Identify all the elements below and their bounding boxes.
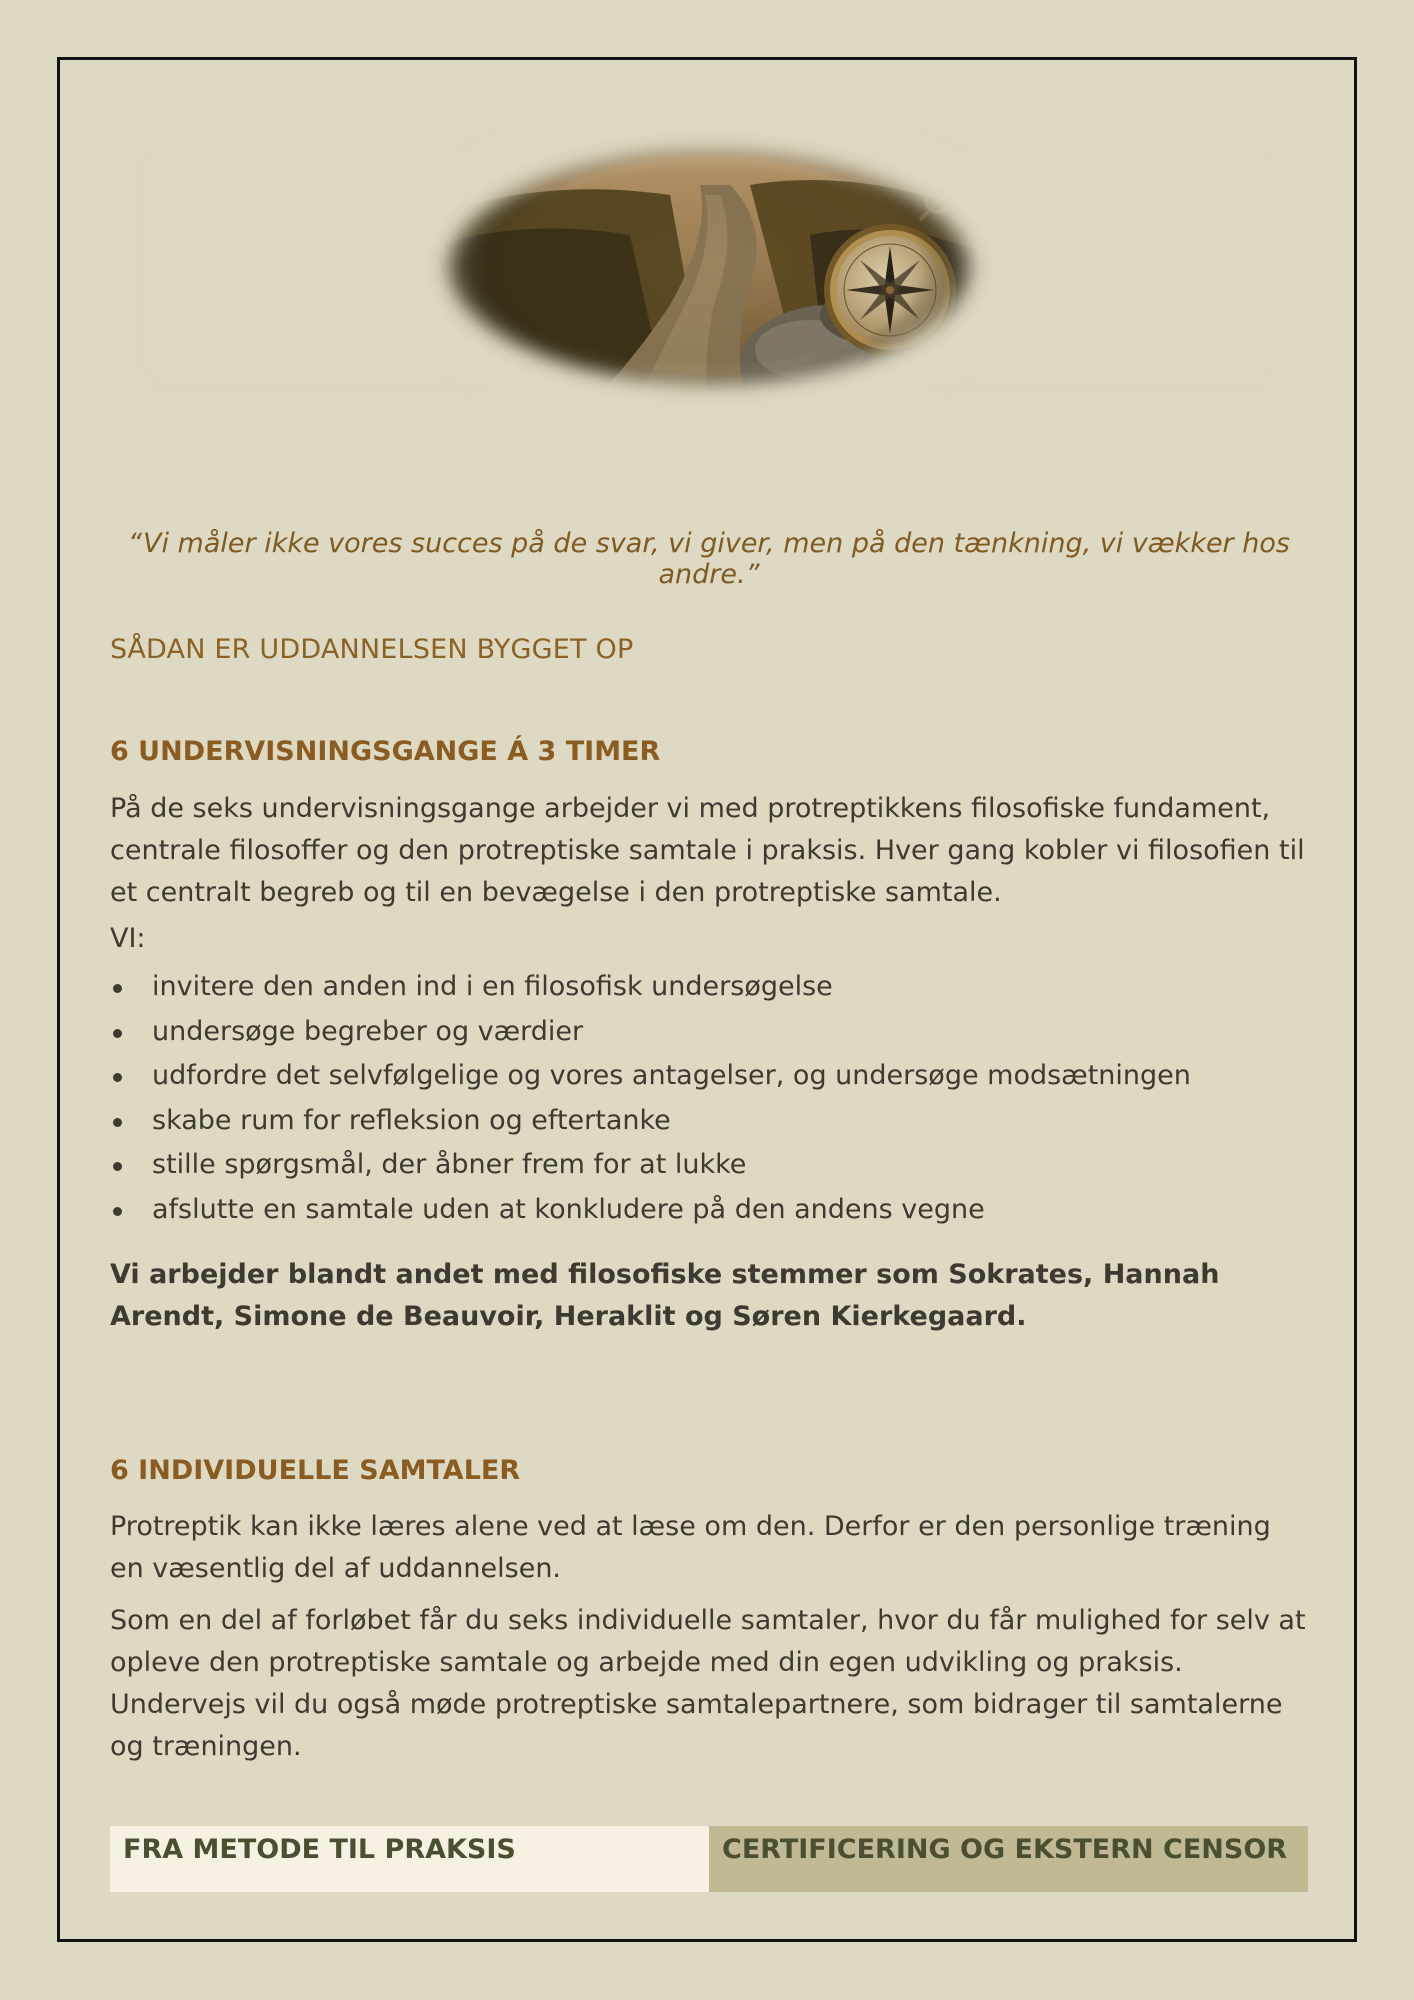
section-overline: SÅDAN ER UDDANNELSEN BYGGET OP bbox=[110, 634, 634, 665]
list-item: udfordre det selvfølgelige og vores antagelser, og undersøge modsætningen bbox=[110, 1054, 1308, 1099]
section-heading-lessons: 6 UNDERVISNINGSGANGE Á 3 TIMER bbox=[110, 736, 661, 767]
hero-image bbox=[110, 115, 1308, 415]
lessons-intro: På de seks undervisningsgange arbejder vi med protreptikkens filosofiske fundament, centrale filosoffer og den protreptiske samtale i praksis. Hver gang kobler vi filosofien til et centralt begreb og til en bevægelse i den protreptiske samtale. bbox=[110, 793, 1305, 908]
list-item: undersøge begreber og værdier bbox=[110, 1010, 1308, 1055]
list-item: invitere den anden ind i en filosofisk undersøgelse bbox=[110, 965, 1308, 1010]
quote: “Vi måler ikke vores succes på de svar, vi giver, men på den tænkning, vi vækker hos andre.” bbox=[128, 528, 1290, 590]
path-with-compass-illustration bbox=[110, 115, 1308, 415]
sessions-para-2: Som en del af forløbet får du seks individuelle samtaler, hvor du får mulighed for selv at opleve den protreptiske samtale og arbejde med din egen udvikling og praksis. Undervejs vil du også møde protreptiske samtalepartnere, som bidrager til samtalerne og træningen. bbox=[110, 1605, 1306, 1762]
philosophers-statement: Vi arbejder blandt andet med filosofiske stemmer som Sokrates, Hannah Arendt, Simone de Beauvoir, Heraklit og Søren Kierkegaard. bbox=[110, 1259, 1220, 1332]
list-item: afslutte en samtale uden at konkludere på den andens vegne bbox=[110, 1188, 1308, 1233]
tab-method-to-practice[interactable]: FRA METODE TIL PRAKSIS bbox=[110, 1826, 709, 1892]
vi-label: VI: bbox=[110, 923, 146, 954]
bottom-tabs bbox=[110, 1826, 1308, 1892]
page-frame bbox=[57, 57, 1357, 1942]
list-item: skabe rum for refleksion og eftertanke bbox=[110, 1099, 1308, 1144]
lessons-bullet-list bbox=[110, 965, 1308, 1232]
list-item: stille spørgsmål, der åbner frem for at lukke bbox=[110, 1143, 1308, 1188]
section-heading-sessions: 6 INDIVIDUELLE SAMTALER bbox=[110, 1455, 521, 1486]
sessions-para-1: Protreptik kan ikke læres alene ved at læse om den. Derfor er den personlige træning en væsentlig del af uddannelsen. bbox=[110, 1511, 1271, 1584]
tab-certification[interactable]: CERTIFICERING OG EKSTERN CENSOR bbox=[709, 1826, 1308, 1892]
